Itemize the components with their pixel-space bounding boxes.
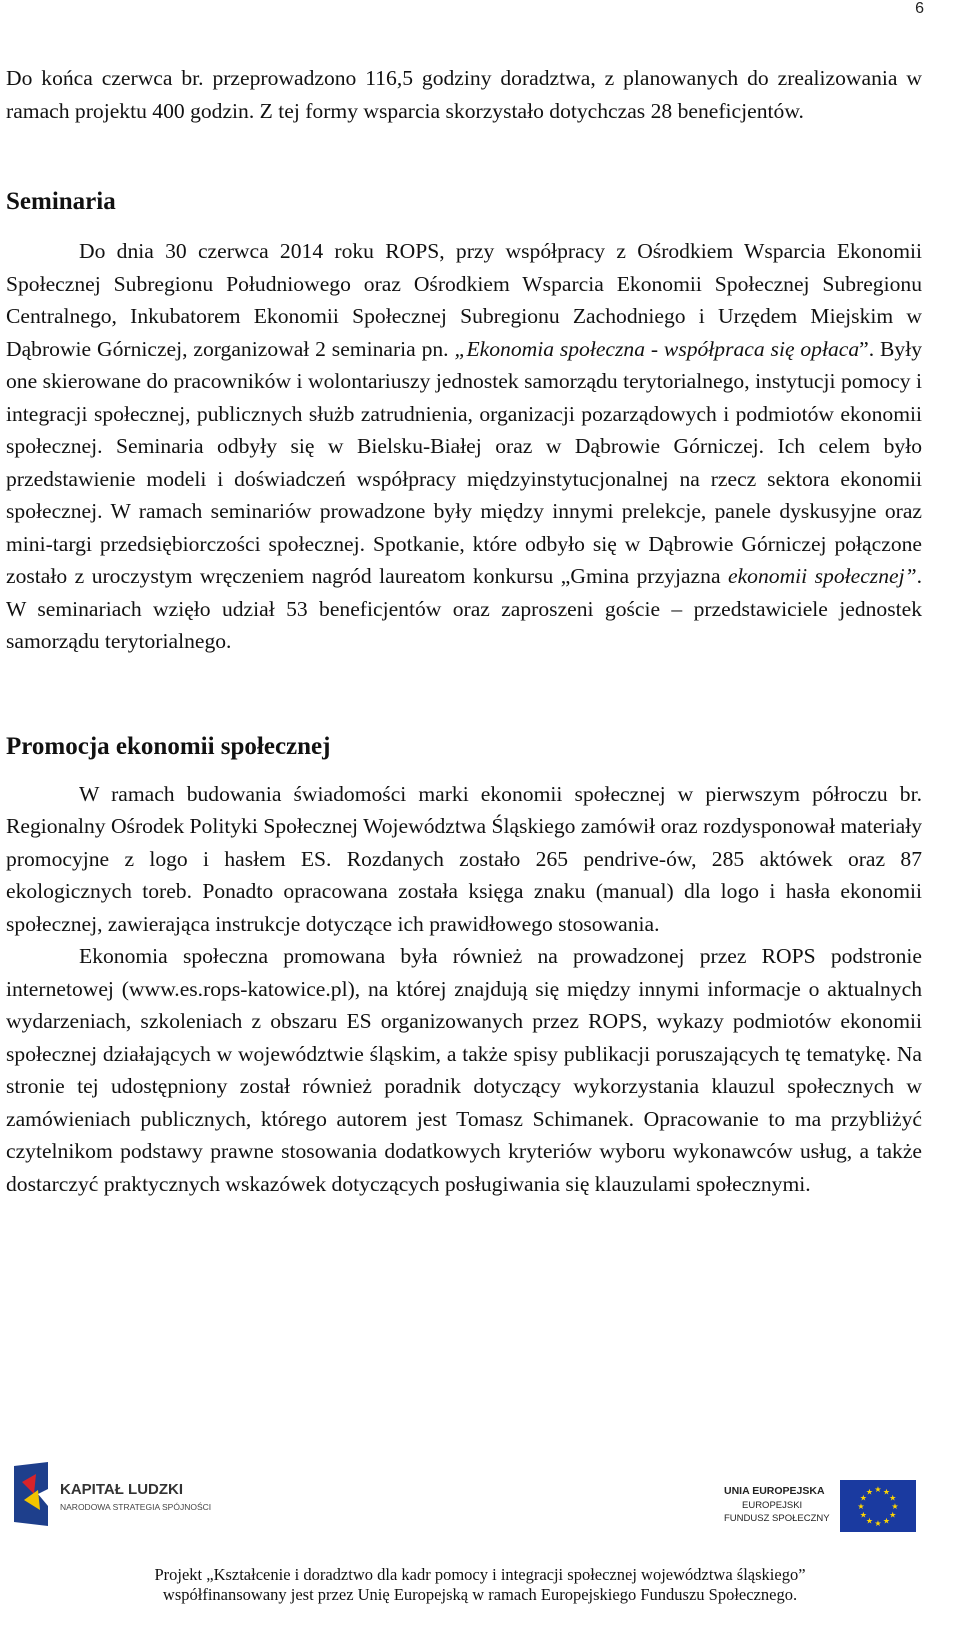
footer-logos bbox=[0, 1460, 960, 1550]
eu-star-icon: ★ bbox=[865, 1487, 874, 1497]
eu-star-icon: ★ bbox=[882, 1487, 891, 1497]
promocja-paragraph-2: Ekonomia społeczna promowana była również na prowadzonej przez ROPS podstronie internetowej (www.es.rops-katowice.pl), na której znajdują się między innymi informacje o aktualnych wydarzeniach, szkoleniach z obszaru ES organizowanych przez ROPS, wykazy podmiotów ekonomii społecznej działających w województwie śląskim, a także spisy publikacji poruszających tę tematykę. Na stronie tej udostępniony został również poradnik dotyczący wykorzystania klauzul społecznych w zamówieniach publicznych, którego autorem jest Tomasz Schimanek. Opracowanie to ma przybliżyć czytelnikom podstawy prawne stosowania dodatkowych kryteriów wyboru wykonawców usług, a także dostarczyć praktycznych wskazówek dotyczących posługiwania się klauzulami społecznymi. bbox=[6, 944, 922, 1196]
eu-star-icon: ★ bbox=[857, 1502, 865, 1511]
kapital-ludzki-subtitle: NARODOWA STRATEGIA SPÓJNOŚCI bbox=[60, 1502, 212, 1512]
promocja-paragraph-1: W ramach budowania świadomości marki ekonomii społecznej w pierwszym półroczu br. Regionalny Ośrodek Polityki Społecznej Województwa Śląskiego zamówił oraz rozdysponował materiały promocyjne z logo i hasłem ES. Rozdanych zostało 265 pendrive-ów, 285 aktówek oraz 87 ekologicznych toreb. Ponadto opracowana została księga znaku (manual) dla logo i hasła ekonomii społecznej, zawierająca instrukcje dotyczące ich prawidłowego stosowania. bbox=[6, 781, 922, 936]
seminaria-title-italic: „Ekonomia społeczna - współpraca się opłaca bbox=[454, 336, 860, 361]
eu-star-icon: ★ bbox=[865, 1516, 874, 1526]
eu-star-icon: ★ bbox=[891, 1502, 899, 1511]
seminaria-text-2: ”. Były one skierowane do pracowników i wolontariuszy jednostek samorządu terytorialnego, instytucji pomocy i integracji społecznej, publicznych służb zatrudnienia, organizacji pozarządowych i podmiotów ekonomii społecznej. Seminaria odbyły się w Bielsku-Białej oraz w Dąbrowie Górniczej. Ich celem było przedstawienie modeli i doświadczeń współpracy międzyinstytucjonalnej na rzecz sektora ekonomii społecznej. W ramach seminariów prowadzone były między innymi prelekcje, panele dyskusyjne oraz mini-targi przedsiębiorczości społecznej. Spotkanie, które odbyło się w Dąbrowie Górniczej połączone zostało z uroczystym wręczeniem nagród laureatom konkursu „Gmina przyjazna bbox=[6, 336, 922, 588]
seminaria-paragraph bbox=[6, 235, 922, 658]
seminaria-text-1: Do dnia 30 czerwca 2014 roku ROPS, przy współpracy z Ośrodkiem Wsparcia Ekonomii Społecznej Subregionu Południowego oraz Ośrodkiem Wsparcia Ekonomii Społecznej Subregionu Centralnego, Inkubatorem Ekonomii Społecznej Subregionu Zachodniego i Urzędem Miejskim w Dąbrowie Górniczej, zorganizował 2 seminaria pn. bbox=[6, 239, 922, 361]
eu-line-1: UNIA EUROPEJSKA bbox=[724, 1485, 825, 1497]
section-heading-promocja: Promocja ekonomii społecznej bbox=[6, 732, 331, 760]
eu-star-icon: ★ bbox=[889, 1493, 897, 1503]
page-number: 6 bbox=[915, 0, 924, 17]
eu-logo bbox=[720, 1478, 920, 1536]
section-heading-seminaria: Seminaria bbox=[6, 188, 116, 215]
eu-line-2: EUROPEJSKI bbox=[742, 1500, 803, 1511]
kapital-ludzki-logo bbox=[8, 1460, 228, 1530]
eu-line-3: FUNDUSZ SPOŁECZNY bbox=[724, 1513, 830, 1524]
intro-paragraph: Do końca czerwca br. przeprowadzono 116,5 godziny doradztwa, z planowanych do zrealizowania w ramach projektu 400 godzin. Z tej formy wsparcia skorzystało dotychczas 28 beneficjentów. bbox=[6, 66, 922, 123]
project-footer bbox=[0, 1565, 960, 1605]
seminaria-text-3: . W seminariach wzięło udział 53 beneficjentów oraz zaproszeni goście – przedstawiciele jednostek samorządu terytorialnego. bbox=[6, 564, 923, 653]
eu-star-icon: ★ bbox=[874, 1519, 882, 1528]
eu-star-icon: ★ bbox=[859, 1510, 867, 1520]
document-body bbox=[6, 62, 922, 1200]
kapital-ludzki-title: KAPITAŁ LUDZKI bbox=[60, 1481, 184, 1498]
award-name-italic: ekonomii społecznej” bbox=[728, 564, 917, 588]
footer-line-1: Projekt „Kształcenie i doradztwo dla kadr pomocy i integracji społecznej województwa śląskiego” bbox=[154, 1565, 806, 1584]
eu-star-icon: ★ bbox=[889, 1510, 897, 1520]
eu-star-icon: ★ bbox=[874, 1485, 882, 1494]
eu-star-icon: ★ bbox=[882, 1516, 891, 1526]
footer-line-2: współfinansowany jest przez Unię Europejską w ramach Europejskiego Funduszu Społecznego. bbox=[162, 1585, 798, 1604]
eu-star-icon: ★ bbox=[859, 1493, 867, 1503]
